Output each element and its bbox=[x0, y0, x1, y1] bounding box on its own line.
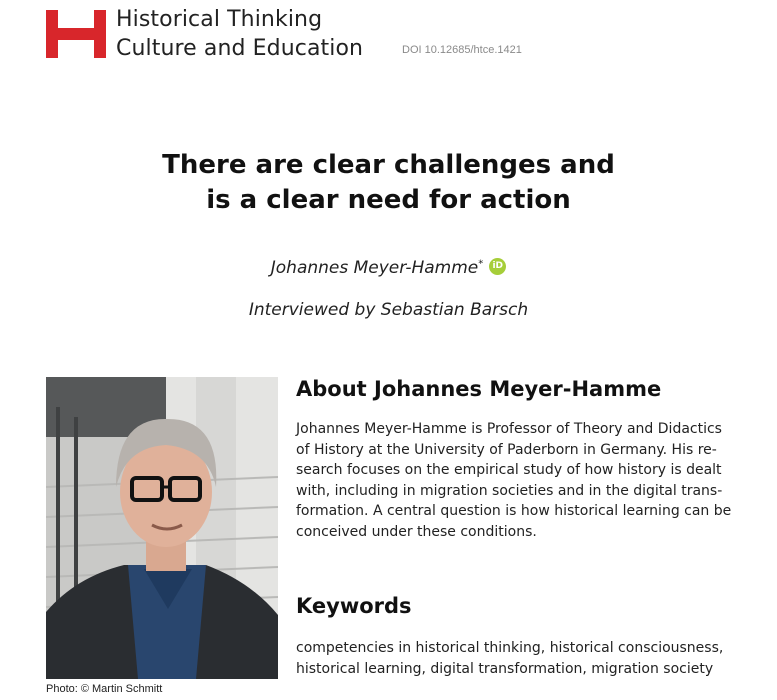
keywords-line: historical learning, digital transformation, migration society bbox=[296, 661, 714, 677]
about-line: search focuses on the empirical study of how history is dealt bbox=[296, 462, 722, 478]
journal-logo-icon bbox=[46, 10, 106, 58]
about-line: conceived under these conditions. bbox=[296, 523, 537, 540]
keywords-line: competencies in historical thinking, historical consciousness, bbox=[296, 640, 724, 656]
author-photo bbox=[46, 377, 278, 679]
author-footnote-mark: * bbox=[478, 258, 484, 270]
orcid-icon[interactable]: iD bbox=[489, 258, 506, 275]
author-line bbox=[0, 258, 777, 278]
doi-text: DOI 10.12685/htce.1421 bbox=[402, 44, 522, 56]
article-title-line2: is a clear need for action bbox=[206, 185, 571, 215]
interviewer-line: Interviewed by Sebastian Barsch bbox=[248, 300, 529, 320]
journal-title-line1: Historical Thinking bbox=[116, 7, 323, 32]
keywords-heading: Keywords bbox=[296, 594, 412, 618]
about-body bbox=[296, 419, 759, 542]
about-line: of History at the University of Paderborn in Germany. His re- bbox=[296, 441, 717, 458]
journal-title bbox=[116, 5, 363, 63]
keywords-body bbox=[296, 638, 759, 680]
about-line: formation. A central question is how historical learning can be bbox=[296, 503, 732, 519]
about-line: with, including in migration societies and in the digital trans- bbox=[296, 482, 723, 499]
about-heading: About Johannes Meyer-Hamme bbox=[296, 377, 662, 401]
about-line: Johannes Meyer-Hamme is Professor of Theory and Didactics bbox=[296, 421, 722, 437]
author-name: Johannes Meyer-Hamme bbox=[270, 258, 479, 278]
journal-title-line2: Culture and Education bbox=[116, 36, 364, 61]
article-title bbox=[0, 148, 777, 218]
photo-credit: Photo: © Martin Schmitt bbox=[46, 683, 163, 695]
article-title-line1: There are clear challenges and bbox=[162, 150, 615, 180]
